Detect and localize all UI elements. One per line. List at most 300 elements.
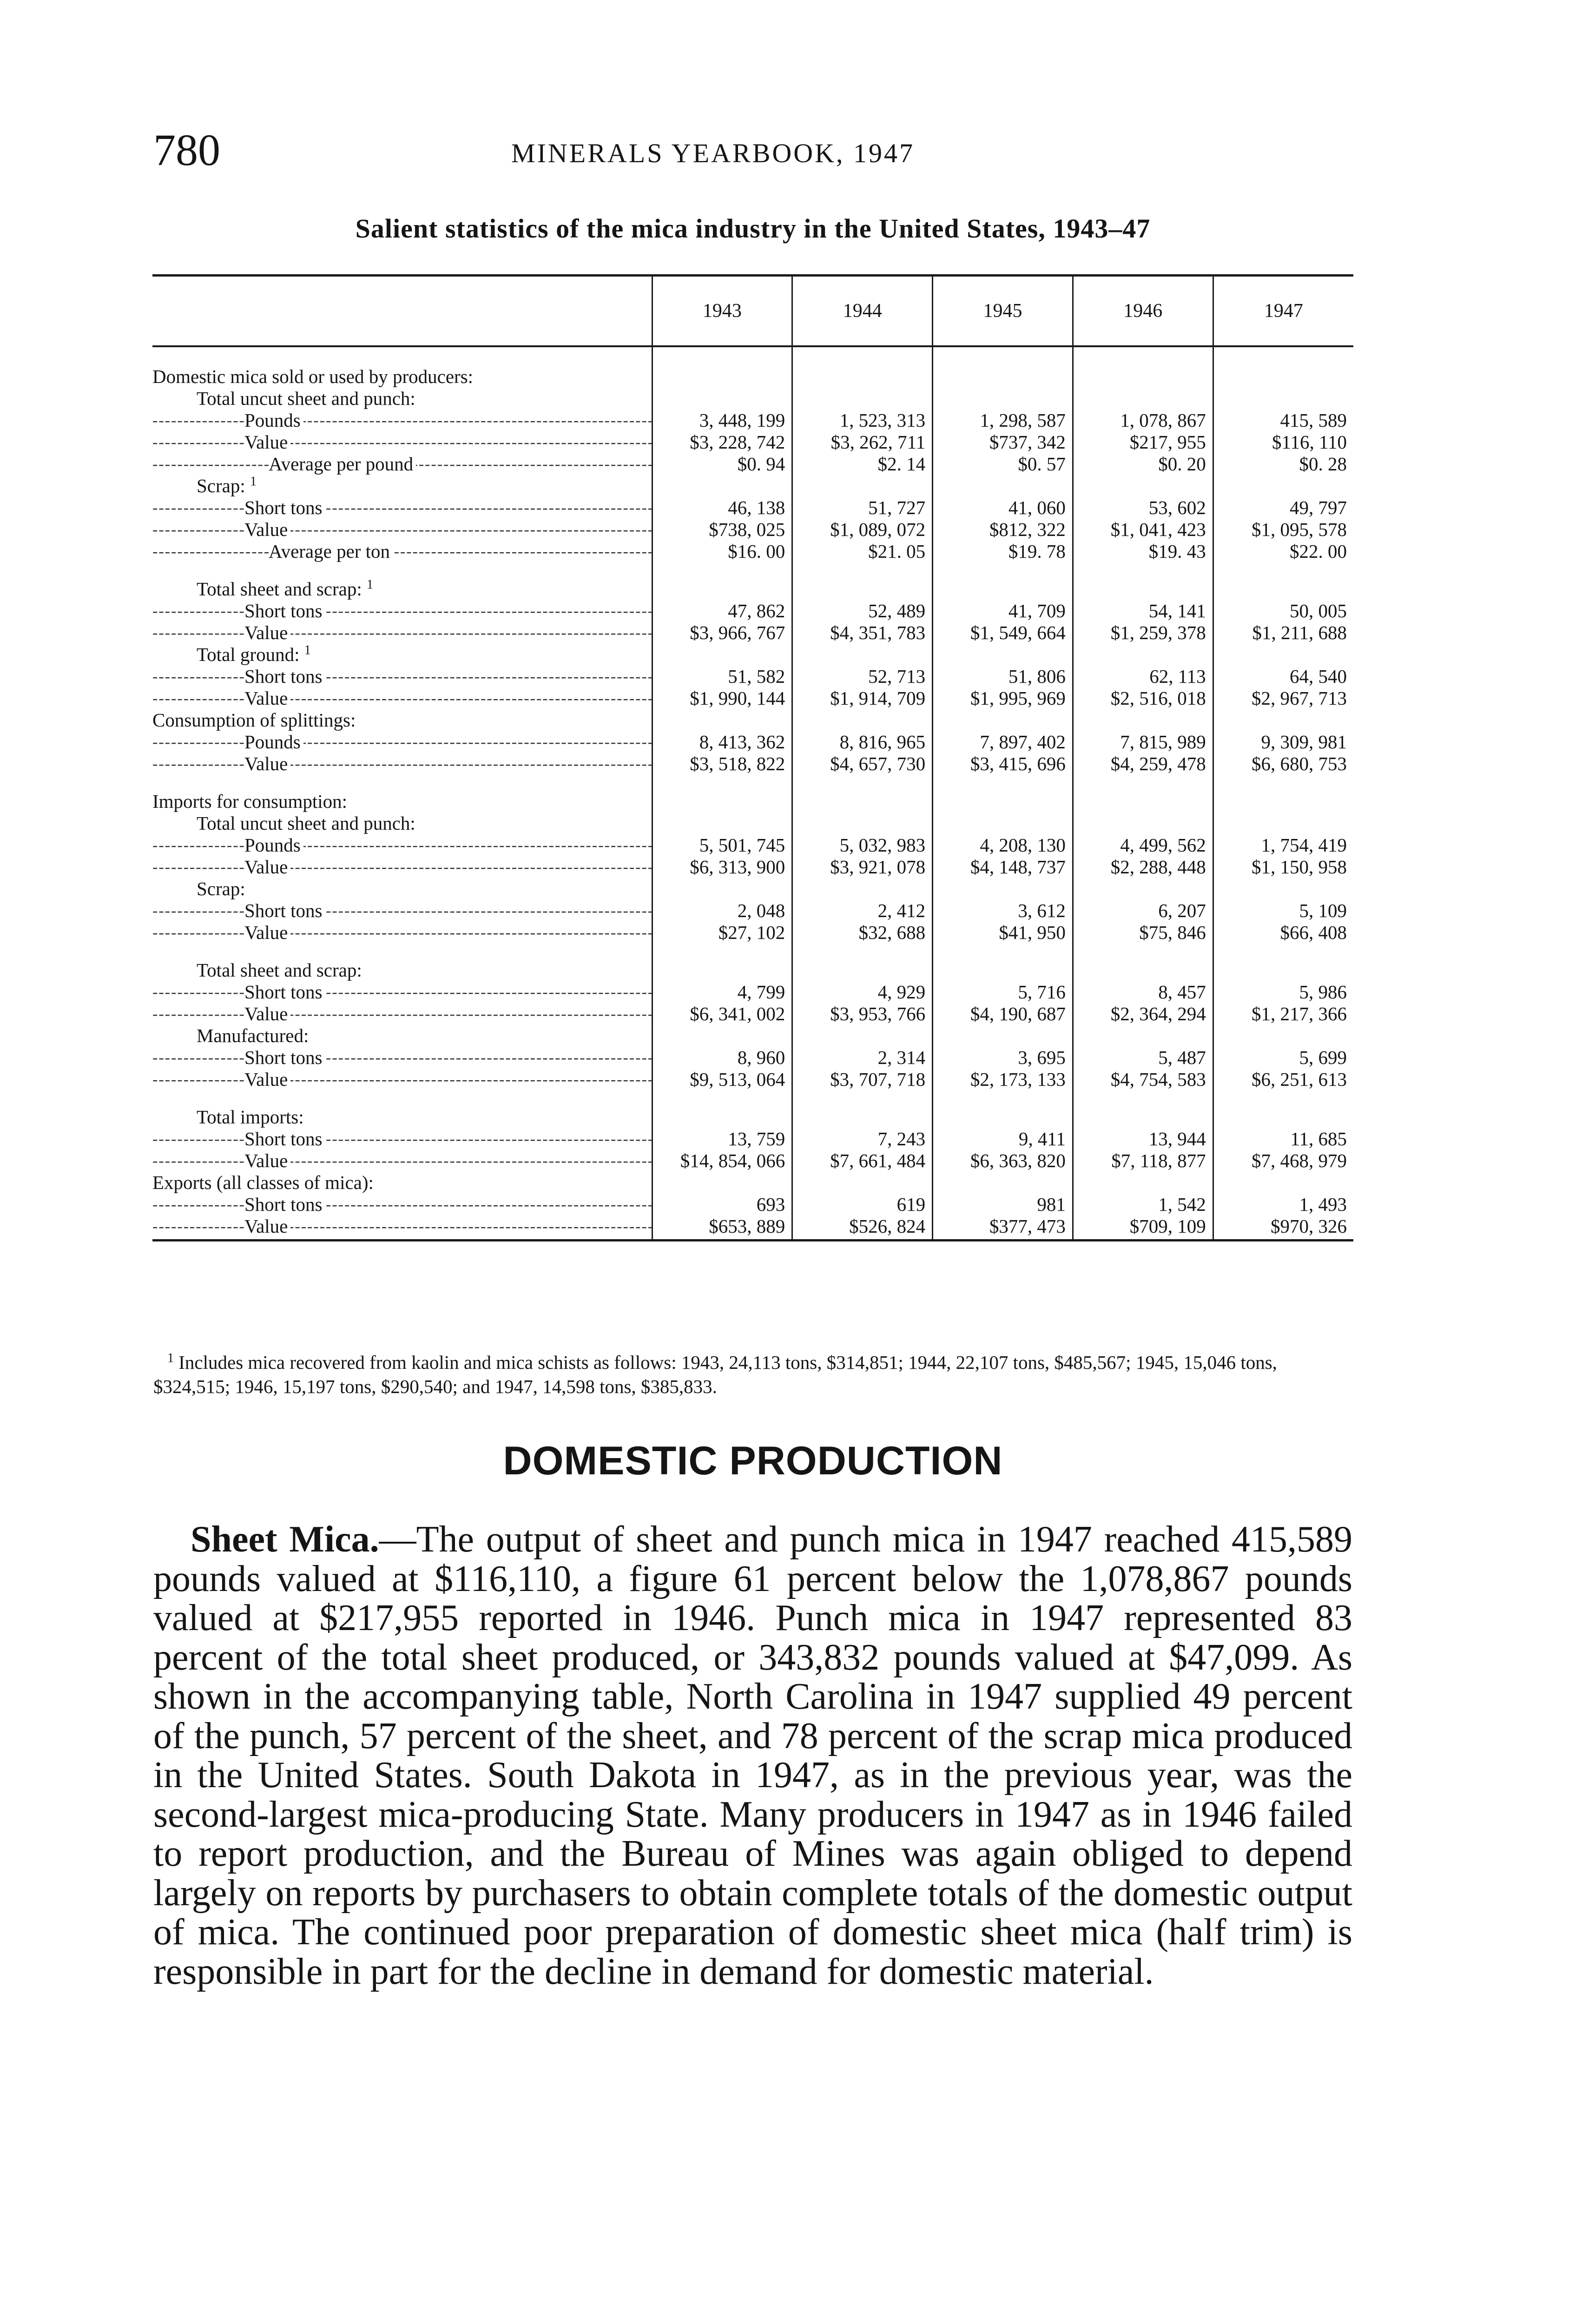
value-cell — [933, 1025, 1073, 1047]
table-row — [152, 409, 1353, 431]
value-cell: $2, 967, 713 — [1213, 687, 1353, 709]
value-cell: $6, 363, 820 — [933, 1150, 1073, 1172]
row-label-text: Total uncut sheet and punch: — [197, 388, 415, 409]
row-label-text: Short tons — [244, 497, 323, 518]
value-cell — [1213, 475, 1353, 497]
value-cell: $709, 109 — [1073, 1215, 1213, 1241]
row-label-cell — [152, 366, 652, 388]
value-cell — [652, 1172, 792, 1194]
value-cell: $812, 322 — [933, 519, 1073, 541]
row-label — [152, 731, 652, 753]
value-cell — [792, 644, 933, 666]
value-cell: $2. 14 — [792, 453, 933, 475]
row-label-cell — [152, 791, 652, 812]
row-label-cell — [152, 1106, 652, 1128]
row-label-cell — [152, 687, 652, 709]
row-label-cell — [152, 1047, 652, 1069]
value-cell: 7, 815, 989 — [1073, 731, 1213, 753]
spacer-cell — [933, 1090, 1073, 1106]
row-label — [152, 834, 652, 856]
row-label — [152, 1194, 652, 1215]
spacer-row — [152, 944, 1353, 959]
row-label-cell — [152, 431, 652, 453]
value-cell: 13, 759 — [652, 1128, 792, 1150]
row-label-cell — [152, 878, 652, 900]
row-label-text: Scrap: — [197, 878, 245, 899]
row-label — [152, 409, 652, 431]
table-row — [152, 666, 1353, 687]
table-section-row — [152, 709, 1353, 731]
footnote-ref: 1 — [250, 475, 257, 489]
value-cell — [933, 1172, 1073, 1194]
spacer-cell — [652, 944, 792, 959]
row-label-text: Manufactured: — [197, 1025, 309, 1046]
paragraph-lead: Sheet Mica. — [191, 1519, 379, 1560]
value-cell: 46, 138 — [652, 497, 792, 519]
table-section-row — [152, 959, 1353, 981]
row-label — [152, 475, 652, 497]
row-label-text: Short tons — [244, 1194, 323, 1215]
value-cell: $16. 00 — [652, 541, 792, 562]
value-cell: $4, 657, 730 — [792, 753, 933, 775]
value-cell: 8, 816, 965 — [792, 731, 933, 753]
running-title: MINERALS YEARBOOK, 1947 — [511, 138, 915, 168]
row-label-text: Short tons — [244, 900, 323, 921]
spacer-cell — [652, 1090, 792, 1106]
value-cell: 5, 109 — [1213, 900, 1353, 922]
row-label — [152, 922, 652, 944]
value-cell: 64, 540 — [1213, 666, 1353, 687]
value-cell — [792, 791, 933, 812]
row-label-cell — [152, 812, 652, 834]
value-cell — [1073, 1025, 1213, 1047]
row-label-cell — [152, 834, 652, 856]
spacer-cell — [1213, 1090, 1353, 1106]
table-section-row — [152, 388, 1353, 409]
table-section-row — [152, 475, 1353, 497]
value-cell: $1, 041, 423 — [1073, 519, 1213, 541]
value-cell: 7, 243 — [792, 1128, 933, 1150]
value-cell — [1213, 578, 1353, 600]
value-cell: 41, 709 — [933, 600, 1073, 622]
spacer-cell — [1213, 562, 1353, 578]
value-cell: 8, 960 — [652, 1047, 792, 1069]
value-cell: $1, 549, 664 — [933, 622, 1073, 644]
header-blank-cell — [152, 276, 652, 347]
value-cell: 50, 005 — [1213, 600, 1353, 622]
table-row — [152, 453, 1353, 475]
value-cell: 1, 078, 867 — [1073, 409, 1213, 431]
value-cell — [652, 709, 792, 731]
column-header: 1947 — [1213, 276, 1353, 347]
value-cell — [933, 791, 1073, 812]
row-label — [152, 644, 652, 666]
row-label-text: Value — [244, 1003, 288, 1024]
value-cell: $41, 950 — [933, 922, 1073, 944]
row-label-text: Exports (all classes of mica): — [152, 1172, 374, 1193]
row-label-text: Total imports: — [197, 1106, 304, 1128]
value-cell: $970, 326 — [1213, 1215, 1353, 1241]
row-label-cell — [152, 475, 652, 497]
value-cell: 5, 986 — [1213, 981, 1353, 1003]
value-cell — [792, 878, 933, 900]
value-cell — [933, 388, 1073, 409]
value-cell: 51, 582 — [652, 666, 792, 687]
value-cell — [792, 1172, 933, 1194]
value-cell: $0. 20 — [1073, 453, 1213, 475]
row-label — [152, 791, 652, 812]
table-section-row — [152, 791, 1353, 812]
table-row — [152, 731, 1353, 753]
value-cell: $2, 288, 448 — [1073, 856, 1213, 878]
spacer-cell — [152, 944, 652, 959]
value-cell: $3, 228, 742 — [652, 431, 792, 453]
column-header: 1943 — [652, 276, 792, 347]
row-label — [152, 1106, 652, 1128]
row-label-cell — [152, 453, 652, 475]
spacer-cell — [792, 944, 933, 959]
row-label-text: Short tons — [244, 981, 323, 1003]
row-label — [152, 709, 652, 731]
value-cell — [652, 475, 792, 497]
row-label-cell — [152, 600, 652, 622]
value-cell: 619 — [792, 1194, 933, 1215]
row-label-text: Pounds — [244, 409, 301, 431]
value-cell: $3, 262, 711 — [792, 431, 933, 453]
value-cell — [933, 578, 1073, 600]
value-cell — [792, 709, 933, 731]
value-cell: $738, 025 — [652, 519, 792, 541]
value-cell — [1213, 644, 1353, 666]
row-label-cell — [152, 1194, 652, 1215]
value-cell: $1, 095, 578 — [1213, 519, 1353, 541]
value-cell: 4, 929 — [792, 981, 933, 1003]
value-cell: 2, 314 — [792, 1047, 933, 1069]
value-cell: $3, 953, 766 — [792, 1003, 933, 1025]
row-label — [152, 753, 652, 775]
row-label-text: Imports for consumption: — [152, 791, 348, 812]
value-cell: 3, 695 — [933, 1047, 1073, 1069]
row-label-cell — [152, 497, 652, 519]
value-cell — [652, 366, 792, 388]
table-row — [152, 600, 1353, 622]
value-cell: $3, 415, 696 — [933, 753, 1073, 775]
value-cell: $3, 966, 767 — [652, 622, 792, 644]
value-cell: 1, 493 — [1213, 1194, 1353, 1215]
row-label-cell — [152, 1172, 652, 1194]
value-cell: 3, 612 — [933, 900, 1073, 922]
value-cell: $1, 259, 378 — [1073, 622, 1213, 644]
row-label — [152, 666, 652, 687]
value-cell — [1213, 366, 1353, 388]
row-label-text: Value — [244, 431, 288, 453]
value-cell — [1073, 366, 1213, 388]
value-cell — [1213, 959, 1353, 981]
row-label-cell — [152, 1215, 652, 1241]
value-cell: $66, 408 — [1213, 922, 1353, 944]
row-label — [152, 1215, 652, 1237]
row-label — [152, 900, 652, 922]
value-cell: $3, 518, 822 — [652, 753, 792, 775]
value-cell — [933, 812, 1073, 834]
table-section-row — [152, 578, 1353, 600]
row-label-cell — [152, 1003, 652, 1025]
row-label — [152, 1047, 652, 1069]
row-label-text: Value — [244, 687, 288, 709]
value-cell — [1073, 475, 1213, 497]
row-label-text: Pounds — [244, 834, 301, 856]
value-cell — [792, 366, 933, 388]
table-section-row — [152, 366, 1353, 388]
value-cell: $9, 513, 064 — [652, 1069, 792, 1090]
row-label — [152, 981, 652, 1003]
row-label-cell — [152, 753, 652, 775]
value-cell — [933, 959, 1073, 981]
value-cell: 5, 716 — [933, 981, 1073, 1003]
value-cell: $737, 342 — [933, 431, 1073, 453]
spacer-cell — [792, 1090, 933, 1106]
table-row — [152, 541, 1353, 562]
spacer-row — [152, 1090, 1353, 1106]
row-label-text: Short tons — [244, 600, 323, 621]
value-cell — [792, 1106, 933, 1128]
row-label-text: Scrap: — [197, 475, 245, 496]
row-label-cell — [152, 409, 652, 431]
row-label — [152, 388, 652, 409]
table-title: Salient statistics of the mica industry in the United States, 1943–47 — [355, 213, 1151, 244]
value-cell: $7, 118, 877 — [1073, 1150, 1213, 1172]
value-cell: 3, 448, 199 — [652, 409, 792, 431]
value-cell: $19. 43 — [1073, 541, 1213, 562]
value-cell: $1, 211, 688 — [1213, 622, 1353, 644]
footnote — [153, 1350, 1352, 1399]
value-cell — [1073, 644, 1213, 666]
row-label-text: Total ground: — [197, 644, 300, 665]
row-label-cell — [152, 644, 652, 666]
spacer-cell — [1073, 346, 1213, 366]
table-section-row — [152, 1025, 1353, 1047]
spacer-cell — [152, 775, 652, 791]
row-label — [152, 366, 652, 388]
value-cell — [652, 644, 792, 666]
value-cell: $3, 707, 718 — [792, 1069, 933, 1090]
table-section-row — [152, 644, 1353, 666]
row-label-text: Total uncut sheet and punch: — [197, 812, 415, 834]
value-cell — [1073, 791, 1213, 812]
value-cell: $19. 78 — [933, 541, 1073, 562]
value-cell: 9, 411 — [933, 1128, 1073, 1150]
mica-statistics-table — [152, 274, 1353, 1241]
footnote-marker: 1 — [167, 1351, 174, 1366]
row-label-cell — [152, 709, 652, 731]
table-row — [152, 922, 1353, 944]
section-heading: DOMESTIC PRODUCTION — [503, 1439, 1003, 1483]
value-cell — [933, 366, 1073, 388]
value-cell: 13, 944 — [1073, 1128, 1213, 1150]
value-cell: 53, 602 — [1073, 497, 1213, 519]
value-cell: $0. 57 — [933, 453, 1073, 475]
value-cell: $2, 173, 133 — [933, 1069, 1073, 1090]
row-label — [152, 959, 652, 981]
row-label-text: Value — [244, 922, 288, 943]
footnote-text: Includes mica recovered from kaolin and mica schists as follows: 1943, 24,113 tons, $314,851; 1944, 22,107 tons, $485,567; 1945, 15,046 tons, $324,515; 1946, 15,197 tons, $290,540; and 1947, 14,598 tons, $385,833. — [153, 1352, 1277, 1397]
spacer-cell — [652, 775, 792, 791]
table-header-row — [152, 276, 1353, 347]
value-cell: $2, 516, 018 — [1073, 687, 1213, 709]
value-cell — [1213, 1106, 1353, 1128]
row-label-text: Total sheet and scrap: — [197, 959, 362, 981]
row-label-cell — [152, 900, 652, 922]
spacer-cell — [792, 775, 933, 791]
value-cell — [792, 388, 933, 409]
row-label — [152, 878, 652, 900]
row-label-text: Short tons — [244, 1047, 323, 1068]
value-cell — [652, 388, 792, 409]
row-label-cell — [152, 519, 652, 541]
spacer-row — [152, 562, 1353, 578]
footnote-ref: 1 — [367, 578, 373, 592]
value-cell: $217, 955 — [1073, 431, 1213, 453]
value-cell: 2, 412 — [792, 900, 933, 922]
row-label-text: Value — [244, 1150, 288, 1171]
value-cell — [652, 812, 792, 834]
value-cell: $2, 364, 294 — [1073, 1003, 1213, 1025]
value-cell: $7, 468, 979 — [1213, 1150, 1353, 1172]
spacer-cell — [652, 346, 792, 366]
value-cell: 51, 727 — [792, 497, 933, 519]
row-label-cell — [152, 981, 652, 1003]
value-cell: $4, 148, 737 — [933, 856, 1073, 878]
value-cell: $32, 688 — [792, 922, 933, 944]
value-cell: 4, 499, 562 — [1073, 834, 1213, 856]
row-label-cell — [152, 1150, 652, 1172]
value-cell: 2, 048 — [652, 900, 792, 922]
table-row — [152, 687, 1353, 709]
page-header — [153, 125, 1352, 176]
row-label-text: Domestic mica sold or used by producers: — [152, 366, 474, 387]
value-cell: 52, 489 — [792, 600, 933, 622]
value-cell: $377, 473 — [933, 1215, 1073, 1241]
value-cell — [792, 578, 933, 600]
value-cell — [1213, 812, 1353, 834]
value-cell: $4, 754, 583 — [1073, 1069, 1213, 1090]
value-cell — [1213, 1172, 1353, 1194]
row-label-cell — [152, 622, 652, 644]
table-row — [152, 981, 1353, 1003]
value-cell — [1213, 878, 1353, 900]
row-label — [152, 1003, 652, 1025]
value-cell: $75, 846 — [1073, 922, 1213, 944]
value-cell: 981 — [933, 1194, 1073, 1215]
value-cell: $21. 05 — [792, 541, 933, 562]
table-row — [152, 497, 1353, 519]
value-cell — [1073, 959, 1213, 981]
value-cell — [933, 878, 1073, 900]
value-cell — [1213, 388, 1353, 409]
row-label — [152, 541, 652, 562]
value-cell — [652, 959, 792, 981]
value-cell: $4, 351, 783 — [792, 622, 933, 644]
spacer-row — [152, 346, 1353, 366]
spacer-cell — [933, 562, 1073, 578]
value-cell — [792, 475, 933, 497]
column-header: 1945 — [933, 276, 1073, 347]
row-label-text: Short tons — [244, 666, 323, 687]
value-cell: $0. 28 — [1213, 453, 1353, 475]
value-cell — [1073, 578, 1213, 600]
row-label — [152, 1150, 652, 1172]
value-cell: $6, 341, 002 — [652, 1003, 792, 1025]
value-cell — [933, 1106, 1073, 1128]
value-cell: $3, 921, 078 — [792, 856, 933, 878]
value-cell — [652, 878, 792, 900]
value-cell — [933, 475, 1073, 497]
value-cell: $4, 259, 478 — [1073, 753, 1213, 775]
row-label-text: Average per ton — [269, 541, 390, 562]
value-cell: 693 — [652, 1194, 792, 1215]
value-cell: $653, 889 — [652, 1215, 792, 1241]
value-cell — [652, 1025, 792, 1047]
value-cell — [792, 812, 933, 834]
body-paragraph — [153, 1520, 1352, 1991]
value-cell: 5, 699 — [1213, 1047, 1353, 1069]
table-row — [152, 1128, 1353, 1150]
value-cell — [652, 578, 792, 600]
value-cell: 8, 457 — [1073, 981, 1213, 1003]
value-cell: 1, 298, 587 — [933, 409, 1073, 431]
value-cell: $22. 00 — [1213, 541, 1353, 562]
value-cell: 1, 754, 419 — [1213, 834, 1353, 856]
row-label — [152, 1025, 652, 1047]
value-cell: $6, 313, 900 — [652, 856, 792, 878]
spacer-cell — [1073, 775, 1213, 791]
spacer-cell — [933, 944, 1073, 959]
spacer-cell — [1073, 1090, 1213, 1106]
value-cell — [933, 709, 1073, 731]
spacer-cell — [792, 346, 933, 366]
row-label — [152, 687, 652, 709]
table-row — [152, 1215, 1353, 1241]
spacer-cell — [933, 346, 1073, 366]
value-cell — [1213, 709, 1353, 731]
value-cell: $1, 990, 144 — [652, 687, 792, 709]
spacer-cell — [1213, 346, 1353, 366]
value-cell: 8, 413, 362 — [652, 731, 792, 753]
value-cell: $1, 089, 072 — [792, 519, 933, 541]
row-label-cell — [152, 1025, 652, 1047]
row-label-text: Consumption of splittings: — [152, 709, 356, 731]
row-label — [152, 600, 652, 622]
row-label-cell — [152, 731, 652, 753]
paragraph-text: —The output of sheet and punch mica in 1947 reached 415,589 pounds valued at $116,110, a figure 61 percent below the 1,078,867 pounds valued at $217,955 reported in 1946. Punch mica in 1947 represented 83 percent of the total sheet produced, or 343,832 pounds valued at $47,099. As shown in the accompanying table, North Carolina in 1947 supplied 49 percent of the punch, 57 percent of the sheet, and 78 percent of the scrap mica produced in the United States. South Dakota in 1947, as in the previous year, was the second-largest mica-producing State. Many producers in 1947 as in 1946 failed to report production, and the Bureau of Mines was again obliged to depend largely on reports by purchasers to obtain complete totals of the domestic output of mica. The continued poor preparation of domestic sheet mica (half trim) is responsible in part for the decline in demand for domestic material. — [153, 1519, 1352, 1992]
table-row — [152, 1047, 1353, 1069]
value-cell — [652, 791, 792, 812]
value-cell: 1, 542 — [1073, 1194, 1213, 1215]
table-body — [152, 346, 1353, 1241]
spacer-cell — [152, 562, 652, 578]
table-row — [152, 1150, 1353, 1172]
row-label-cell — [152, 578, 652, 600]
row-label-cell — [152, 1069, 652, 1090]
value-cell: 62, 113 — [1073, 666, 1213, 687]
value-cell: 47, 862 — [652, 600, 792, 622]
value-cell: 5, 487 — [1073, 1047, 1213, 1069]
row-label — [152, 1069, 652, 1090]
spacer-cell — [1073, 562, 1213, 578]
row-label — [152, 497, 652, 519]
value-cell — [1213, 791, 1353, 812]
value-cell — [792, 1025, 933, 1047]
